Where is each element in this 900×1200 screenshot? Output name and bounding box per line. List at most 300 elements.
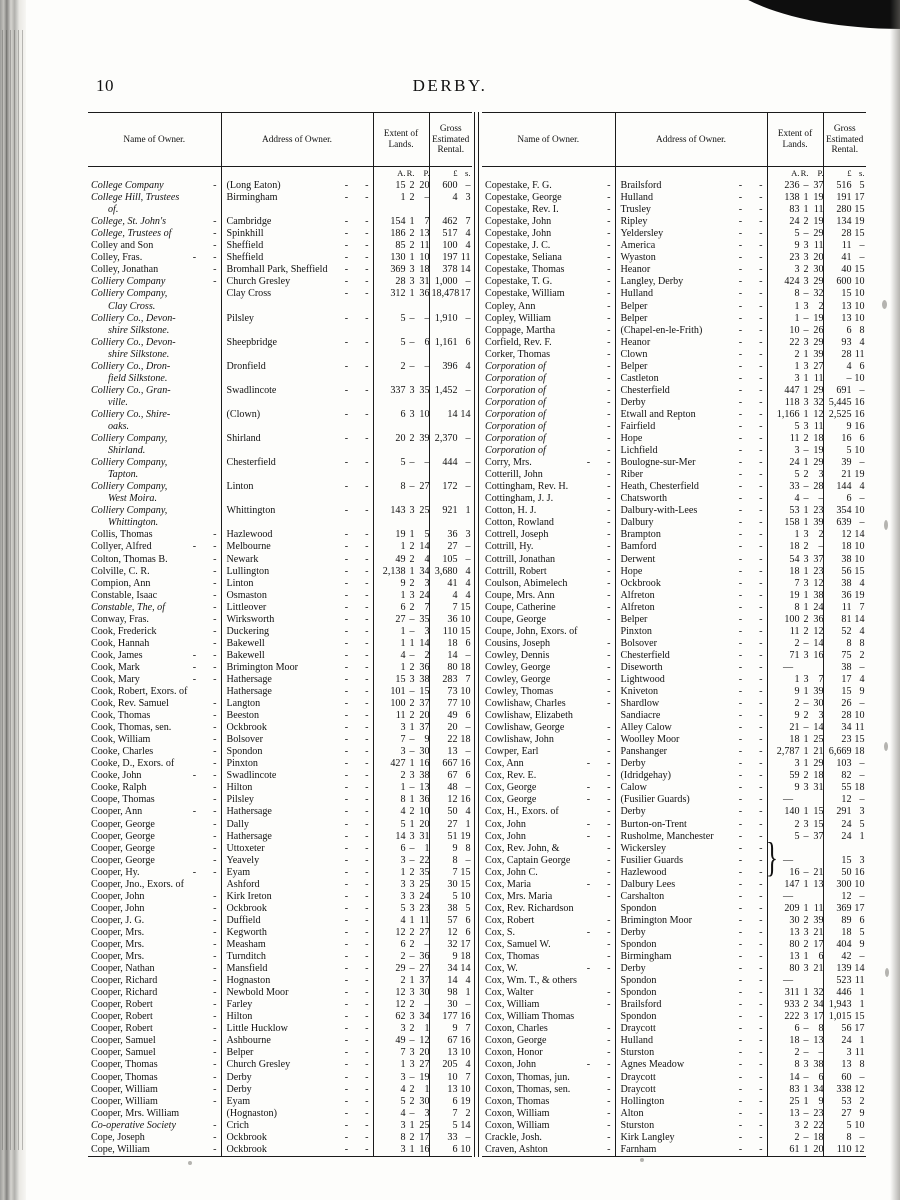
leader-dash: - — [213, 1023, 217, 1035]
cell-owner-name: - Cook, Rev. Samuel — [91, 698, 217, 710]
cell-blank — [373, 421, 429, 433]
cell-owner-address: - - Osmaston — [221, 590, 373, 602]
cell-rental: 197 11 — [429, 252, 472, 264]
cell-extent: 54 3 37 — [767, 554, 823, 566]
cell-owner-name: - Corporation of — [485, 445, 611, 457]
cell-owner-name: - Cooper, George — [91, 842, 217, 854]
cell-owner-address: - - Eyam — [221, 1096, 373, 1108]
leader-dash: - — [213, 276, 217, 288]
cell-extent: 18 1 25 — [767, 734, 823, 746]
cell-extent: 11 2 12 — [767, 626, 823, 638]
cell-rental: 1,000 – — [429, 276, 472, 288]
cell-rental: 34 11 — [823, 722, 866, 734]
cell-owner-address: - - Linton — [221, 481, 373, 493]
cell-rental: 34 14 — [429, 963, 472, 975]
leader-dash: - — [344, 999, 349, 1011]
table-body-left — [88, 167, 472, 1157]
cell-owner-name: - Cooper, Thomas — [91, 1059, 217, 1071]
cell-rental: 6 19 — [429, 1096, 472, 1108]
cell-rental: 56 17 — [823, 1023, 866, 1035]
cell-blank — [429, 469, 472, 481]
leader-dash: - — [586, 830, 591, 842]
cell-rental: 18,47817 — [429, 288, 472, 300]
cell-extent: 1 – 13 — [373, 782, 429, 794]
cell-owner-address: - - Swadlincote — [221, 385, 373, 397]
leader-dash: - — [213, 914, 217, 926]
cell-extent: 1 3 27 — [373, 1059, 429, 1071]
cell-extent: 14 – 6 — [767, 1072, 823, 1084]
cell-owner-address: - - Carshalton — [615, 891, 767, 903]
leader-dash: - — [759, 1131, 763, 1143]
cell-owner-name: - Cottingham, Rev. H. — [485, 481, 611, 493]
leader-dash: - — [365, 975, 369, 987]
table-row — [482, 710, 866, 722]
leader-dash: - — [213, 637, 217, 649]
leader-dash: - — [365, 360, 369, 372]
cell-extent: 30 2 39 — [767, 915, 823, 927]
leader-dash: - — [344, 457, 349, 469]
leader-dash: - — [607, 806, 611, 818]
cell-owner-name: Colliery Co., Shire- — [91, 408, 171, 420]
leader-dash: - — [607, 300, 611, 312]
leader-dash: - — [738, 565, 743, 577]
leader-dash: - — [759, 204, 763, 216]
cell-rental: 38 4 — [823, 578, 866, 590]
leader-dash: - — [344, 1131, 349, 1143]
leader-dash: - — [759, 1059, 763, 1071]
cell-owner-name-continued: West Moira. — [108, 493, 157, 505]
leader-dash: - — [213, 830, 217, 842]
cell-owner-address: - - Pilsley — [221, 794, 373, 806]
leader-dash: - — [607, 914, 611, 926]
cell-rental: 523 11 — [823, 975, 866, 987]
cell-owner-name-continued: field Silkstone. — [108, 372, 168, 384]
table-row — [482, 385, 866, 397]
leader-dash: - — [607, 1035, 611, 1047]
leader-dash: - — [365, 818, 369, 830]
cell-owner-name: Cox, Wm. T., & others — [485, 975, 577, 987]
leader-dash: - — [738, 264, 743, 276]
leader-dash: - — [213, 866, 217, 878]
cell-owner-name: - Cox, John C. — [485, 866, 611, 878]
cell-extent: 16 – 21 — [767, 867, 823, 879]
leader-dash: - — [759, 1095, 763, 1107]
leader-dash: - — [759, 1083, 763, 1095]
book-gutter-shadow — [0, 0, 26, 1200]
leader-dash: - — [738, 649, 743, 661]
cell-owner-address: - - Uttoxeter — [221, 843, 373, 855]
cell-owner-name: - Cooke, D., Exors. of — [91, 758, 217, 770]
table-row — [88, 433, 472, 445]
leader-dash: - — [759, 336, 763, 348]
cell-owner-address: - - (Long Eaton) — [221, 180, 373, 192]
leader-dash: - — [365, 686, 369, 698]
leader-dash: - — [759, 842, 763, 854]
cell-owner-address: - - Panshanger — [615, 746, 767, 758]
leader-dash: - — [759, 806, 763, 818]
cell-owner-name: - Crackle, Josh. — [485, 1131, 611, 1143]
cell-owner-name: - Cowlishaw, Charles — [485, 698, 611, 710]
cell-blank — [221, 204, 373, 216]
table-row — [482, 999, 866, 1011]
table-row — [482, 626, 866, 638]
leader-dash: - — [344, 1107, 349, 1119]
cell-owner-name: Colliery Co., Devon- — [91, 336, 176, 348]
cell-rental: 12 14 — [823, 529, 866, 541]
table-row — [482, 1072, 866, 1084]
cell-extent: 24 2 19 — [767, 216, 823, 228]
leader-dash: - — [738, 469, 743, 481]
leader-dash: - — [344, 276, 349, 288]
cell-rental: 82 – — [823, 770, 866, 782]
cell-owner-name: - Cooper, Samuel — [91, 1035, 217, 1047]
leader-dash: - — [759, 673, 763, 685]
leader-dash: - — [365, 252, 369, 264]
cell-owner-address: - - Wyaston — [615, 252, 767, 264]
leader-dash: - — [759, 420, 763, 432]
cell-owner-name: - - Collyer, Alfred — [91, 541, 217, 553]
cell-owner-address: - - (Chapel-en-le-Frith) — [615, 325, 767, 337]
table-row — [482, 566, 866, 578]
leader-dash: - — [365, 613, 369, 625]
cell-owner-name: - Cooper, J. G. — [91, 914, 217, 926]
units-blank — [88, 167, 221, 181]
cell-extent: 9 3 11 — [767, 240, 823, 252]
table-row — [88, 240, 472, 252]
leader-dash: - — [344, 312, 349, 324]
cell-rental: 134 19 — [823, 216, 866, 228]
leader-dash: - — [344, 601, 349, 613]
cell-owner-name: - Corporation of — [485, 408, 611, 420]
cell-rental: 12 – — [823, 794, 866, 806]
cell-blank — [429, 445, 472, 457]
leader-dash: - — [607, 577, 611, 589]
leader-dash: - — [213, 758, 217, 770]
leader-dash: - — [759, 686, 763, 698]
cell-rental: 39 – — [823, 457, 866, 469]
table-row — [482, 819, 866, 831]
cell-owner-name: - Cook, William — [91, 734, 217, 746]
leader-dash: - — [344, 806, 349, 818]
leader-dash: - — [344, 1047, 349, 1059]
leader-dash: - — [344, 529, 349, 541]
register-tables — [88, 112, 866, 1157]
leader-dash: - — [586, 878, 591, 890]
table-row — [88, 686, 472, 698]
cell-rental: 26 – — [823, 698, 866, 710]
table-row — [482, 457, 866, 469]
cell-owner-name: - College, Trustees of — [91, 228, 217, 240]
leader-dash: - — [586, 926, 591, 938]
leader-dash: - — [607, 782, 611, 794]
leader-dash: - — [738, 746, 743, 758]
table-row-continuation — [88, 301, 472, 313]
leader-dash: - — [213, 240, 217, 252]
cell-rental: 5 10 — [823, 445, 866, 457]
column-header-address: Address of Owner. — [221, 113, 373, 167]
table-row — [88, 252, 472, 264]
cell-rental: 338 12 — [823, 1084, 866, 1096]
leader-dash: - — [586, 457, 591, 469]
cell-owner-name: - Corporation of — [485, 433, 611, 445]
leader-dash: - — [365, 914, 369, 926]
cell-owner-address: - - Kirk Langley — [615, 1132, 767, 1144]
cell-owner-name: - Cope, Joseph — [91, 1131, 217, 1143]
table-row — [482, 602, 866, 614]
cell-owner-name: - Cowlishaw, John — [485, 734, 611, 746]
leader-dash: - — [213, 1095, 217, 1107]
cell-owner-name: - Copley, William — [485, 312, 611, 324]
cell-extent: 2 1 39 — [767, 349, 823, 361]
leader-dash: - — [607, 842, 611, 854]
leader-dash: - — [344, 698, 349, 710]
cell-blank — [221, 301, 373, 313]
leader-dash: - — [365, 878, 369, 890]
cell-extent: 5 – 6 — [373, 337, 429, 349]
cell-owner-address: - - Dalbury — [615, 517, 767, 529]
cell-owner-name: - Cox, Samuel W. — [485, 939, 611, 950]
leader-dash: - — [738, 698, 743, 710]
cell-owner-name: - Copestake, Thomas — [485, 264, 611, 276]
leader-dash: - — [738, 192, 743, 204]
scan-speck — [884, 520, 888, 530]
table-row — [482, 806, 866, 818]
cell-owner-address: - - Sheffield — [221, 252, 373, 264]
table-row — [88, 228, 472, 240]
cell-extent: 3 – 19 — [767, 445, 823, 457]
table-row — [88, 879, 472, 891]
cell-extent: 2 3 38 — [373, 770, 429, 782]
table-row — [88, 602, 472, 614]
cell-rental: 6 – — [823, 493, 866, 505]
cell-rental: 444 – — [429, 457, 472, 469]
cell-rental: 12 6 — [429, 927, 472, 939]
cell-owner-address: - - America — [615, 240, 767, 252]
leader-dash: - — [759, 541, 763, 553]
page-number: 10 — [96, 76, 114, 95]
leader-dash: - — [759, 372, 763, 384]
leader-dash: - — [607, 493, 611, 505]
leader-dash: - — [344, 1095, 349, 1107]
leader-dash: - — [738, 1083, 743, 1095]
cell-owner-address: - - (Clown) — [221, 409, 373, 421]
table-row — [482, 529, 866, 541]
leader-dash: - — [607, 734, 611, 746]
cell-rental: 516 5 — [823, 180, 866, 192]
leader-dash: - — [213, 722, 217, 734]
table-row — [482, 590, 866, 602]
scan-speck — [640, 1158, 644, 1162]
table-row — [482, 409, 866, 421]
table-row — [88, 734, 472, 746]
cell-extent: 3 1 37 — [373, 722, 429, 734]
leader-dash: - — [738, 830, 743, 842]
cell-owner-name: - Coxon, William — [485, 1119, 611, 1131]
cell-rental: 1,015 15 — [823, 1011, 866, 1023]
table-row — [482, 746, 866, 758]
cell-rental: 13 – — [429, 746, 472, 758]
cell-owner-name: - Cooper, Robert — [91, 1023, 217, 1035]
leader-dash: - — [607, 770, 611, 782]
cell-extent: 2 – – — [767, 1047, 823, 1059]
cell-rental: 13 10 — [429, 1084, 472, 1096]
leader-dash: - — [365, 1071, 369, 1083]
leader-dash: - — [738, 420, 743, 432]
cell-rental: – 10 — [823, 373, 866, 385]
column-header-address: Address of Owner. — [615, 113, 767, 167]
cell-owner-name: - Co-operative Society — [91, 1119, 217, 1131]
leader-dash: - — [738, 710, 743, 722]
cell-rental: 18 10 — [823, 541, 866, 553]
cell-rental: 4 4 — [429, 590, 472, 602]
leader-dash: - — [738, 228, 743, 240]
cell-owner-address: - - Kegworth — [221, 927, 373, 939]
table-row — [482, 638, 866, 650]
leader-dash: - — [607, 252, 611, 264]
leader-dash: - — [759, 818, 763, 830]
cell-owner-name: - Cooper, John — [91, 902, 217, 914]
cell-rental: 33 – — [429, 1132, 472, 1144]
leader-dash: - — [365, 589, 369, 601]
cell-extent: 2 1 37 — [373, 975, 429, 987]
cell-owner-name: - Colley and Son — [91, 240, 217, 252]
cell-extent: 5 – – — [373, 313, 429, 325]
leader-dash: - — [213, 1047, 217, 1059]
cell-extent: 13 – 23 — [767, 1108, 823, 1120]
leader-dash: - — [759, 661, 763, 673]
leader-dash: - — [738, 276, 743, 288]
cell-owner-name: - Coppage, Martha — [485, 324, 611, 336]
cell-owner-address: - - Yeavely — [221, 855, 373, 867]
column-header-rental: Gross Estimated Rental. — [823, 113, 866, 167]
leader-dash: - — [365, 240, 369, 252]
table-row — [482, 433, 866, 445]
cell-owner-address: - - Eyam — [221, 867, 373, 879]
cell-owner-name: - Copley, Ann — [485, 300, 611, 312]
leader-dash: - — [213, 589, 217, 601]
cell-extent: 28 3 31 — [373, 276, 429, 288]
leader-dash: - — [759, 637, 763, 649]
table-row — [88, 963, 472, 975]
leader-dash: - — [344, 987, 349, 999]
cell-rental: 517 4 — [429, 228, 472, 240]
leader-dash: - — [738, 1011, 743, 1023]
cell-owner-name: - - Cook, Mary — [91, 673, 217, 685]
cell-owner-name: - Copestake, George — [485, 192, 611, 204]
leader-dash: - — [759, 625, 763, 637]
cell-owner-name: - Cottrill, Robert — [485, 565, 611, 577]
cell-owner-address: - - Spondon — [615, 1011, 767, 1023]
leader-dash: - — [738, 493, 743, 505]
leader-dash: - — [365, 770, 369, 782]
cell-rental: 191 17 — [823, 192, 866, 204]
leader-dash: - — [365, 1011, 369, 1023]
table-row — [88, 614, 472, 626]
cell-owner-address: - - Kniveton — [615, 686, 767, 698]
cell-owner-name: - Cowley, Thomas — [485, 686, 611, 698]
cell-owner-name: - Copestake, John — [485, 216, 611, 228]
leader-dash: - — [365, 890, 369, 902]
leader-dash: - — [607, 746, 611, 758]
leader-dash: - — [759, 794, 763, 806]
leader-dash: - — [738, 240, 743, 252]
table-row — [88, 819, 472, 831]
leader-dash: - — [738, 1107, 743, 1119]
cell-rental: 22 18 — [429, 734, 472, 746]
cell-extent: 33 – 28 — [767, 481, 823, 493]
cell-owner-address: - - Hazlewood — [615, 867, 767, 879]
cell-rental: 105 – — [429, 554, 472, 566]
cell-extent: 101 – 15 — [373, 686, 429, 698]
leader-dash: - — [365, 601, 369, 613]
leader-dash: - — [607, 324, 611, 336]
table-row — [88, 216, 472, 228]
cell-rental: 300 10 — [823, 879, 866, 891]
leader-dash: - — [759, 481, 763, 493]
table-row — [88, 1023, 472, 1035]
cell-owner-address: - - Alton — [615, 1108, 767, 1120]
table-row — [482, 843, 866, 855]
cell-extent: — — [767, 855, 823, 867]
cell-extent: 3 2 30 — [767, 264, 823, 276]
cell-owner-name: - Cooper, George — [91, 830, 217, 842]
leader-dash: - — [365, 565, 369, 577]
table-row — [482, 264, 866, 276]
leader-dash: - — [738, 505, 743, 517]
leader-dash: - — [344, 1083, 349, 1095]
leader-dash: - — [607, 408, 611, 420]
leader-dash: - — [607, 517, 611, 529]
cell-extent: 21 – 14 — [767, 722, 823, 734]
leader-dash: - — [759, 939, 763, 950]
leader-dash: - — [738, 722, 743, 734]
leader-dash: - — [607, 228, 611, 240]
cell-owner-name: - Cooper, Richard — [91, 987, 217, 999]
cell-rental: 98 1 — [429, 987, 472, 999]
cell-extent: 140 1 15 — [767, 806, 823, 818]
cell-owner-address: - - Hulland — [615, 1035, 767, 1047]
leader-dash: - — [365, 963, 369, 975]
leader-dash: - — [365, 312, 369, 324]
cell-owner-name: - Conway, Fras. — [91, 613, 217, 625]
cell-extent: 143 3 25 — [373, 505, 429, 517]
cell-extent: 11 2 20 — [373, 710, 429, 722]
table-row-continuation — [88, 373, 472, 385]
cell-owner-name: Cooper, Mrs. William — [91, 1107, 180, 1119]
cell-blank — [373, 517, 429, 529]
leader-dash: - — [213, 252, 217, 264]
cell-owner-address: - - Woolley Moor — [615, 734, 767, 746]
cell-owner-address: - - Linton — [221, 578, 373, 590]
leader-dash: - — [213, 1131, 217, 1143]
cell-owner-address: - - Bamford — [615, 541, 767, 553]
cell-extent: 12 3 30 — [373, 987, 429, 999]
cell-extent: 62 3 34 — [373, 1011, 429, 1023]
table-row — [88, 770, 472, 782]
leader-dash: - — [365, 1035, 369, 1047]
leader-dash: - — [344, 637, 349, 649]
table-row — [482, 987, 866, 999]
cell-owner-name: - Cowley, George — [485, 661, 611, 673]
cell-rental: 24 1 — [823, 831, 866, 843]
cell-owner-name: - - Coxon, John — [485, 1059, 611, 1071]
cell-owner-name: - Cowlishaw, George — [485, 722, 611, 734]
leader-dash: - — [586, 782, 591, 794]
leader-dash: - — [344, 264, 349, 276]
leader-dash: - — [738, 890, 743, 902]
cell-owner-address: - - Bolsover — [615, 638, 767, 650]
table-row — [482, 349, 866, 361]
